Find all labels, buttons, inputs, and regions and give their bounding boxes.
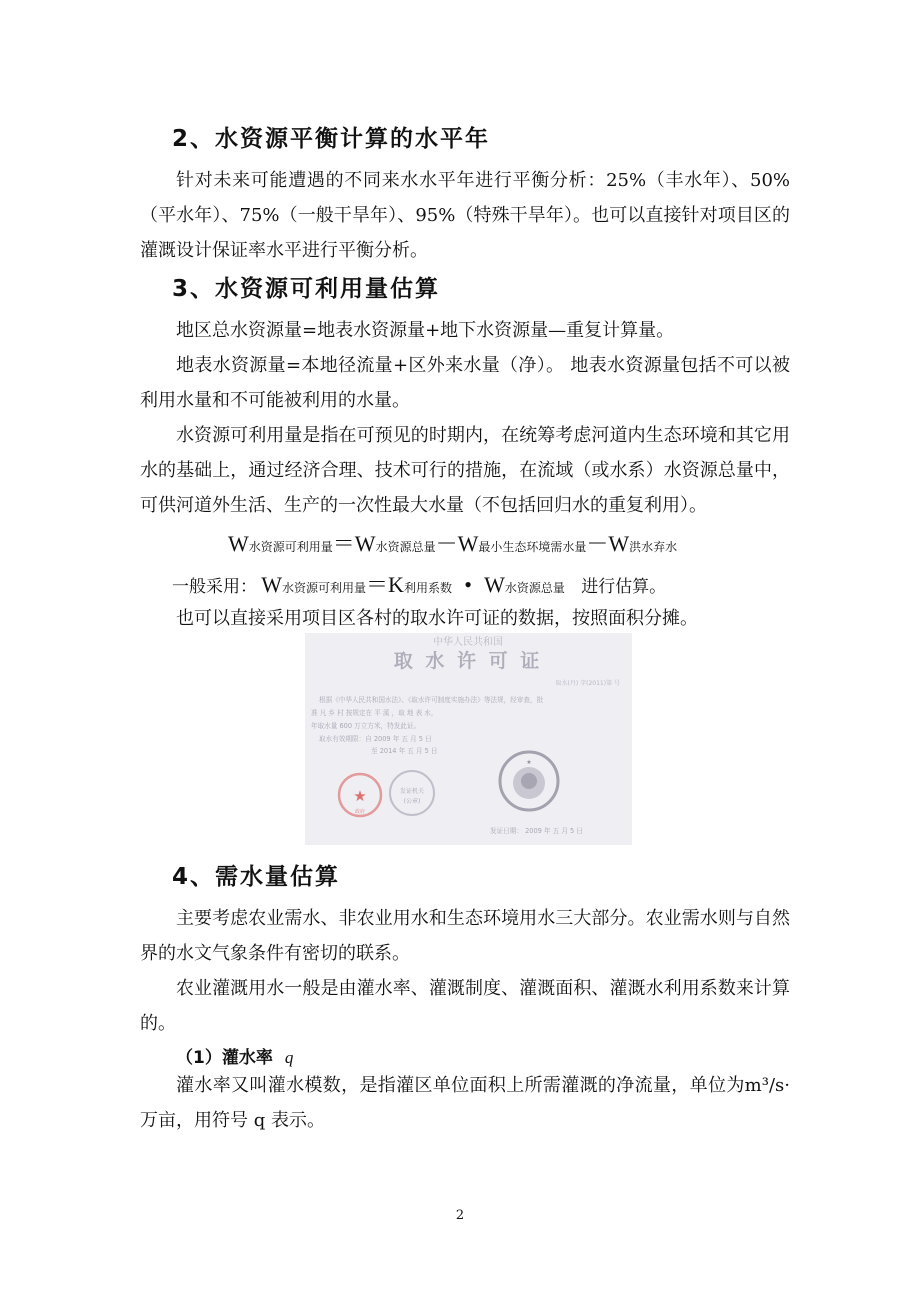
subheading-irrigation-rate [176, 1043, 293, 1068]
formula-water-available: W水资源可利用量＝W水资源总量－W最小生态环境需水量－W洪水弃水 [228, 531, 678, 556]
section-4-heading: 4、需水量估算 [172, 864, 341, 890]
section-3-paragraph-1: 地区总水资源量=地表水资源量+地下水资源量—重复计算量。 [176, 320, 675, 341]
section-3-paragraph-2: 地表水资源量=本地径流量+区外来水量（净）。 地表水资源量包括不可以被利用水量和不可能被利用的水量。 [140, 355, 790, 411]
cert-country: 中华人民共和国 [433, 637, 503, 648]
cert-line-4b: 至 2014 年 五 月 5 日 [371, 747, 438, 755]
gray-stamp-text: 发证机关 [399, 788, 425, 795]
cert-number: 取水(丹) 字(2011)第 号 [555, 680, 620, 687]
certificate-drawing [305, 633, 632, 845]
section-3-paragraph-3: 水资源可利用量是指在可预见的时期内，在统筹考虑河道内生态环境和其它用水的基础上，通过经济合理、技术可行的措施，在流域（或水系）水资源总量中，可供河道外生活、生产的一次性最大水量（不包括回归水的重复利用）。 [140, 425, 790, 516]
subheading-variable: q [284, 1048, 294, 1067]
section-4-paragraph-3: 灌水率又叫灌水模数，是指灌区单位面积上所需灌溉的净流量，单位为m³/s·万亩，用符号 q 表示。 [140, 1075, 790, 1131]
section-2-heading: 2、水资源平衡计算的水平年 [172, 126, 491, 152]
page-number: 2 [455, 1208, 465, 1223]
section-4-paragraph-1: 主要考虑农业需水、非农业用水和生态环境用水三大部分。农业需水则与自然界的水文气象条件有密切的联系。 [140, 908, 790, 964]
section-2-paragraph: 针对未来可能遭遇的不同来水水平年进行平衡分析：25%（丰水年）、50%（平水年）、75%（一般干旱年）、95%（特殊干旱年）。也可以直接针对项目区的灌溉设计保证率水平进行平衡分析。 [140, 170, 790, 261]
cert-line-3: 年取水量 600 万立方米，特发此证。 [311, 722, 421, 730]
section-3-heading: 3、水资源可利用量估算 [172, 276, 441, 302]
gray-stamp-subtext: (公章) [403, 798, 421, 805]
cert-issue-date: 发证日期： 2009 年 五 月 5 日 [490, 827, 583, 835]
formula-coefficient: 一般采用： W水资源可利用量＝K利用系数 • W水资源总量 进行估算。 [172, 572, 667, 597]
section-3-paragraph-4: 也可以直接采用项目区各村的取水许可证的数据，按照面积分摊。 [176, 608, 698, 629]
cert-line-2: 准 凡 乡 村 按规定在 平 溪 ，取 地 表 水， [311, 709, 438, 717]
section-4-paragraph-2: 农业灌溉用水一般是由灌水率、灌溉制度、灌溉面积、灌溉水利用系数来计算的。 [140, 978, 790, 1034]
water-permit-certificate-image [305, 633, 632, 845]
svg-text:★: ★ [526, 759, 532, 766]
red-stamp-text: 政府 [354, 809, 366, 815]
cert-title: 取 水 许 可 证 [393, 650, 543, 672]
cert-basis: 根据《中华人民共和国水法》、《取水许可制度实施办法》等法规，经审查，批 [319, 696, 544, 704]
subheading-label: （1）灌水率 [176, 1048, 273, 1068]
cert-line-4a: 取水有效期限：自 2009 年 五 月 5 日 [319, 735, 432, 743]
red-stamp-star-icon: ★ [353, 787, 367, 805]
